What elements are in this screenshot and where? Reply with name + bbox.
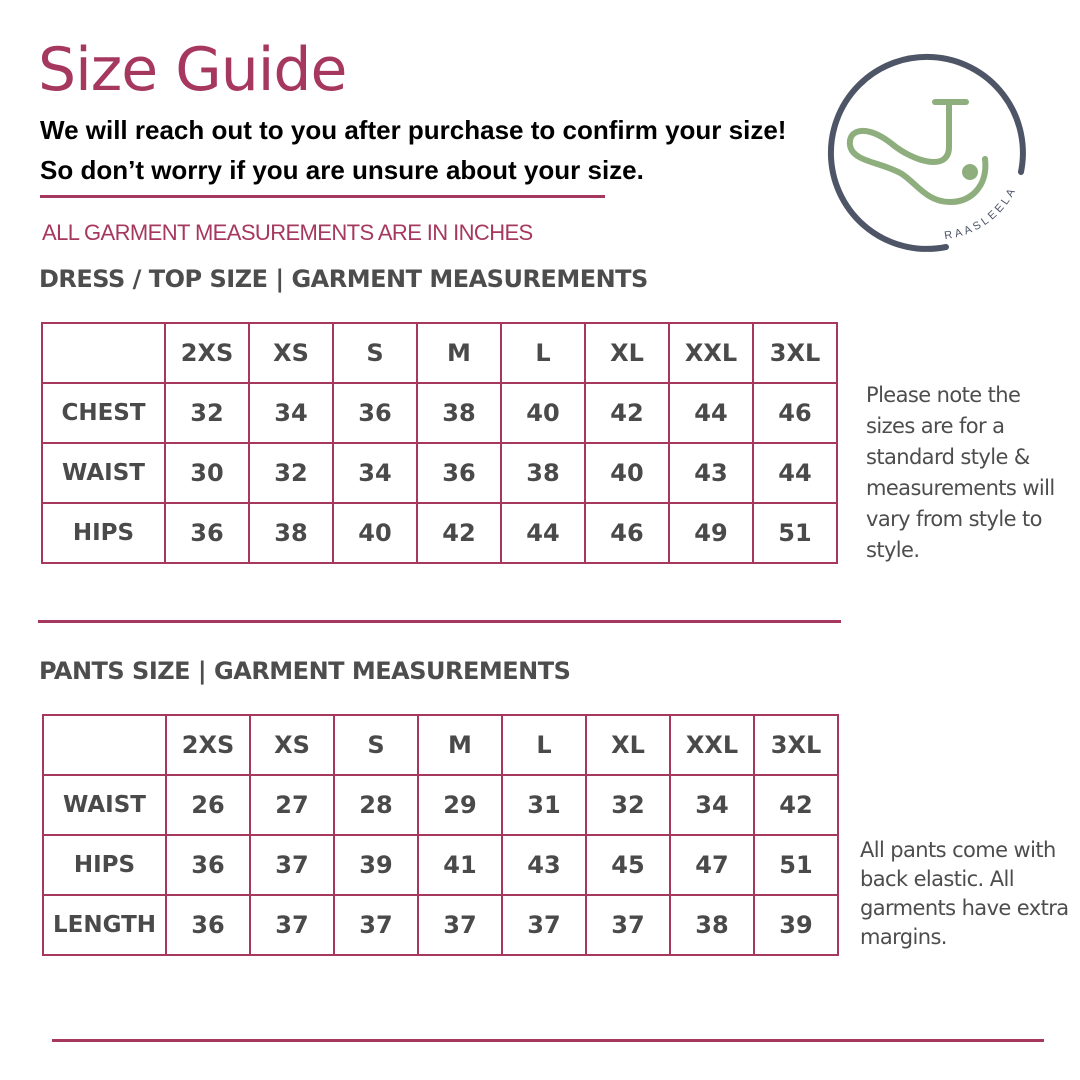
pants-section-heading: PANTS SIZE | GARMENT MEASUREMENTS xyxy=(39,657,571,685)
measurement-value: 47 xyxy=(670,835,754,895)
measurement-value: 40 xyxy=(501,383,585,443)
divider xyxy=(52,1039,1044,1042)
measurement-value: 42 xyxy=(585,383,669,443)
measurement-value: 37 xyxy=(418,895,502,955)
measurement-value: 34 xyxy=(249,383,333,443)
measurement-value: 32 xyxy=(249,443,333,503)
measurement-label: CHEST xyxy=(42,383,165,443)
dress-size-note: Please note the sizes are for a standard style & measurements will vary from style to style. xyxy=(866,383,1055,562)
size-header: XL xyxy=(586,715,670,775)
pants-size-note: All pants come with back elastic. All garments have extra margins. xyxy=(860,838,1069,949)
measurement-value: 37 xyxy=(586,895,670,955)
measurement-value: 38 xyxy=(670,895,754,955)
measurement-value: 29 xyxy=(418,775,502,835)
measurement-value: 45 xyxy=(586,835,670,895)
measurement-value: 41 xyxy=(418,835,502,895)
measurement-label: WAIST xyxy=(43,775,166,835)
measurement-value: 32 xyxy=(165,383,249,443)
size-header: M xyxy=(417,323,501,383)
size-header: XS xyxy=(250,715,334,775)
measurement-value: 34 xyxy=(670,775,754,835)
measurement-value: 44 xyxy=(669,383,753,443)
table-header-row xyxy=(43,715,838,775)
measurement-value: 44 xyxy=(753,443,837,503)
measurement-value: 46 xyxy=(585,503,669,563)
measurement-value: 43 xyxy=(669,443,753,503)
logo-wordmark: RAASLEELA xyxy=(943,184,1020,243)
units-notice: ALL GARMENT MEASUREMENTS ARE IN INCHES xyxy=(42,220,533,245)
measurement-value: 43 xyxy=(502,835,586,895)
size-header: S xyxy=(334,715,418,775)
table-row xyxy=(43,895,838,955)
logo-mark-icon xyxy=(822,52,1028,258)
size-header: L xyxy=(502,715,586,775)
measurement-value: 28 xyxy=(334,775,418,835)
size-header: L xyxy=(501,323,585,383)
measurement-value: 37 xyxy=(250,835,334,895)
measurement-value: 36 xyxy=(417,443,501,503)
divider xyxy=(40,195,605,198)
dress-size-table xyxy=(41,322,838,564)
size-header: 2XS xyxy=(165,323,249,383)
measurement-label: HIPS xyxy=(42,503,165,563)
measurement-value: 37 xyxy=(250,895,334,955)
measurement-value: 31 xyxy=(502,775,586,835)
measurement-label: HIPS xyxy=(43,835,166,895)
measurement-value: 49 xyxy=(669,503,753,563)
measurement-value: 40 xyxy=(333,503,417,563)
measurement-value: 36 xyxy=(165,503,249,563)
measurement-label: LENGTH xyxy=(43,895,166,955)
size-header: S xyxy=(333,323,417,383)
measurement-value: 36 xyxy=(333,383,417,443)
measurement-value: 51 xyxy=(753,503,837,563)
size-header: XXL xyxy=(669,323,753,383)
svg-text:RAASLEELA xyxy=(944,184,1020,242)
measurement-value: 32 xyxy=(586,775,670,835)
measurement-value: 30 xyxy=(165,443,249,503)
table-corner-cell xyxy=(42,323,165,383)
measurement-value: 38 xyxy=(501,443,585,503)
table-row xyxy=(42,443,837,503)
measurement-value: 36 xyxy=(166,835,250,895)
measurement-value: 37 xyxy=(502,895,586,955)
divider xyxy=(38,620,841,623)
table-corner-cell xyxy=(43,715,166,775)
measurement-value: 44 xyxy=(501,503,585,563)
raasleela-logo xyxy=(822,52,1028,258)
measurement-value: 38 xyxy=(249,503,333,563)
reassurance-message: We will reach out to you after purchase to confirm your size! So don’t worry if you are unsure about your size. xyxy=(40,115,787,185)
measurement-value: 36 xyxy=(166,895,250,955)
size-header: 3XL xyxy=(754,715,838,775)
size-header: XS xyxy=(249,323,333,383)
pants-size-table xyxy=(42,714,839,956)
measurement-value: 42 xyxy=(417,503,501,563)
measurement-label: WAIST xyxy=(42,443,165,503)
measurement-value: 51 xyxy=(754,835,838,895)
size-header: 3XL xyxy=(753,323,837,383)
size-header: XL xyxy=(585,323,669,383)
size-header: 2XS xyxy=(166,715,250,775)
measurement-value: 42 xyxy=(754,775,838,835)
measurement-value: 38 xyxy=(417,383,501,443)
table-header-row xyxy=(42,323,837,383)
table-row xyxy=(42,503,837,563)
measurement-value: 27 xyxy=(250,775,334,835)
measurement-value: 39 xyxy=(754,895,838,955)
measurement-value: 26 xyxy=(166,775,250,835)
page-title: Size Guide xyxy=(38,35,347,105)
measurement-value: 39 xyxy=(334,835,418,895)
measurement-value: 40 xyxy=(585,443,669,503)
measurement-value: 34 xyxy=(333,443,417,503)
measurement-value: 37 xyxy=(334,895,418,955)
table-row xyxy=(43,835,838,895)
size-header: XXL xyxy=(670,715,754,775)
table-row xyxy=(43,775,838,835)
dress-section-heading: DRESS / TOP SIZE | GARMENT MEASUREMENTS xyxy=(39,265,648,293)
size-header: M xyxy=(418,715,502,775)
table-row xyxy=(42,383,837,443)
measurement-value: 46 xyxy=(753,383,837,443)
